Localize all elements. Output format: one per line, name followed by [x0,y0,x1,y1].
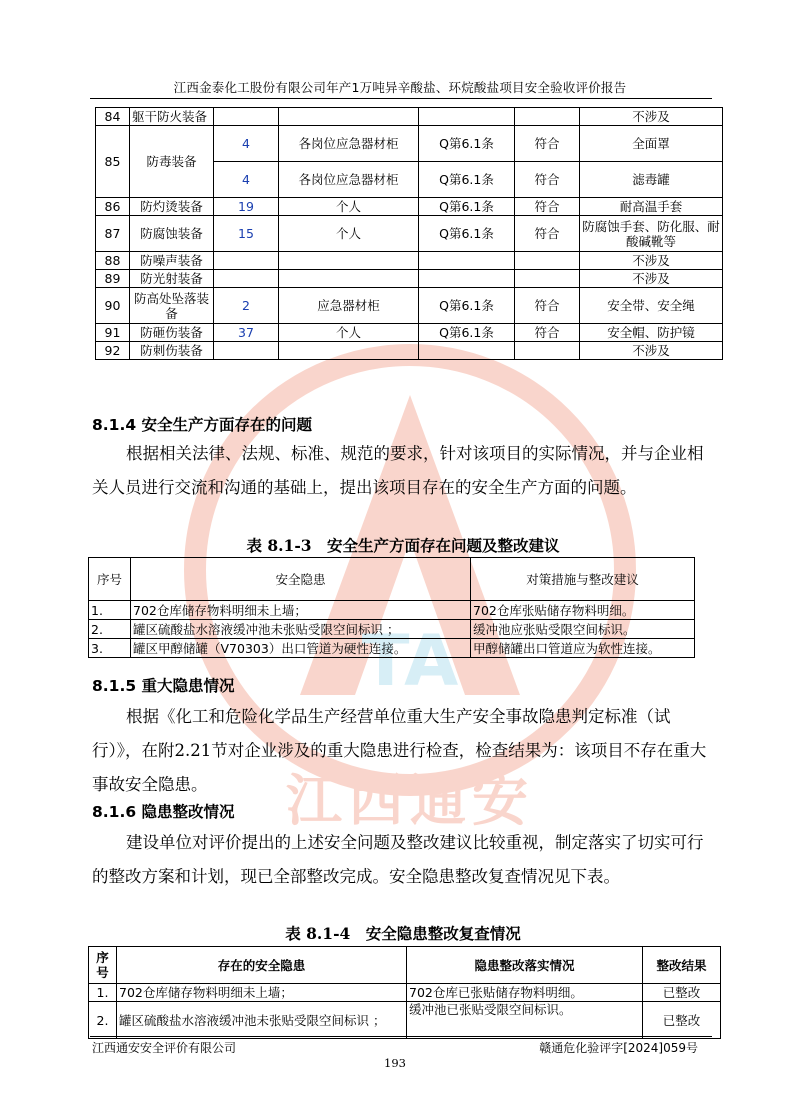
row-result: 已整改 [643,984,721,1002]
table-row [96,324,723,342]
table-row [96,288,723,324]
header-implementation: 隐患整改落实情况 [407,947,643,984]
equipment-basis: Q第6.1条 [419,198,515,216]
equipment-location: 个人 [279,324,419,342]
rectification-review-table [88,946,721,1039]
table-caption-8-1-3: 表 8.1-3 安全生产方面存在问题及整改建议 [246,536,560,555]
row-measure: 702仓库张贴储存物料明细。 [471,601,695,620]
equipment-remark: 耐高温手套 [580,198,723,216]
header-measures: 对策措施与整改建议 [471,558,695,601]
section-body-8-1-5: 根据《化工和危险化学品生产经营单位重大生产安全事故隐患判定标准（试行）》，在附2.21节对企业涉及的重大隐患进行检查，检查结果为：该项目不存在重大事故安全隐患。 [92,707,707,794]
equipment-remark: 防腐蚀手套、防化服、耐酸碱靴等 [580,216,723,252]
equipment-name: 防高处坠落装备 [130,288,214,324]
section-heading-8-1-4: 8.1.4 安全生产方面存在的问题 [92,416,313,434]
equipment-basis: Q第6.1条 [419,216,515,252]
equipment-quantity: 19 [214,198,279,216]
equipment-remark: 安全带、安全绳 [580,288,723,324]
row-hazard: 罐区硫酸盐水溶液缓冲池未张贴受限空间标识 ； [131,620,471,639]
equipment-location: 各岗位应急器材柜 [279,126,419,162]
equipment-name: 防灼烫装备 [130,198,214,216]
equipment-remark: 滤毒罐 [580,162,723,198]
equipment-quantity: 2 [214,288,279,324]
equipment-remark: 安全帽、防护镜 [580,324,723,342]
table-row [89,639,695,658]
equipment-quantity: 4 [214,126,279,162]
table-row [96,108,723,126]
section-body-8-1-4: 根据相关法律、法规、标准、规范的要求，针对该项目的实际情况，并与企业相关人员进行交流和沟通的基础上，提出该项目存在的安全生产方面的问题。 [92,444,704,497]
equipment-basis: Q第6.1条 [419,162,515,198]
row-number: 85 [96,126,130,198]
table-caption-8-1-4: 表 8.1-4 安全隐患整改复查情况 [285,924,521,943]
row-measure: 甲醇储罐出口管道应为软性连接。 [471,639,695,658]
row-number: 91 [96,324,130,342]
section-body-8-1-6: 建设单位对评价提出的上述安全问题及整改建议比较重视，制定落实了切实可行的整改方案和计划，现已全部整改完成。安全隐患整改复查情况见下表。 [92,833,704,886]
row-number: 89 [96,270,130,288]
equipment-name: 防毒装备 [130,126,214,198]
table-row [96,252,723,270]
equipment-quantity: 15 [214,216,279,252]
header-existing-hazard: 存在的安全隐患 [117,947,407,984]
table-row [96,342,723,360]
equipment-remark: 不涉及 [580,270,723,288]
footer-company: 江西通安安全评价有限公司 [92,1041,237,1055]
equipment-name: 防腐蚀装备 [130,216,214,252]
table-row [89,984,721,1002]
watermark-emblem-letters: TA [361,620,459,702]
equipment-name: 防砸伤装备 [130,324,214,342]
equipment-location: 个人 [279,216,419,252]
row-index: 3. [89,639,131,658]
report-header-title: 江西金泰化工股份有限公司年产1万吨异辛酸盐、环烷酸盐项目安全验收评价报告 [173,80,627,95]
equipment-basis: Q第6.1条 [419,324,515,342]
header-index: 序号 [89,558,131,601]
row-hazard: 罐区硫酸盐水溶液缓冲池未张贴受限空间标识 ； [117,1002,407,1039]
page-number: 193 [384,1056,406,1070]
row-measure: 缓冲池应张贴受限空间标识。 [471,620,695,639]
equipment-result: 符合 [515,324,580,342]
equipment-name: 防刺伤装备 [130,342,214,360]
row-implementation: 702仓库已张贴储存物料明细。 [407,984,643,1002]
equipment-remark: 全面罩 [580,126,723,162]
equipment-location: 应急器材柜 [279,288,419,324]
equipment-name: 防噪声装备 [130,252,214,270]
table-row [89,620,695,639]
row-hazard: 702仓库储存物料明细未上墙； [117,984,407,1002]
protective-equipment-table [95,107,723,360]
row-number: 87 [96,216,130,252]
table-row [96,270,723,288]
equipment-result: 符合 [515,198,580,216]
equipment-result: 符合 [515,288,580,324]
table-row [89,1002,721,1039]
footer-document-number: 赣通危化验评字[2024]059号 [539,1041,698,1055]
table-header-row [89,558,695,601]
row-number: 84 [96,108,130,126]
row-number: 86 [96,198,130,216]
table-row [96,198,723,216]
header-hazard: 安全隐患 [131,558,471,601]
equipment-remark: 不涉及 [580,252,723,270]
equipment-basis: Q第6.1条 [419,288,515,324]
table-row [96,126,723,162]
safety-issues-table [88,557,695,658]
watermark-center-text: 江西通安 [286,769,534,834]
row-number: 88 [96,252,130,270]
equipment-location: 各岗位应急器材柜 [279,162,419,198]
table-header-row [89,947,721,984]
header-index: 序号 [89,947,117,984]
equipment-result: 符合 [515,126,580,162]
footer-divider [90,1036,712,1037]
table-row [89,601,695,620]
header-result: 整改结果 [643,947,721,984]
row-index: 2. [89,1002,117,1039]
equipment-quantity: 4 [214,162,279,198]
equipment-name: 躯干防火装备 [130,108,214,126]
row-result: 已整改 [643,1002,721,1039]
row-implementation: 缓冲池已张贴受限空间标识。 [407,1002,643,1039]
row-hazard: 702仓库储存物料明细未上墙； [131,601,471,620]
row-number: 90 [96,288,130,324]
row-number: 92 [96,342,130,360]
row-hazard: 罐区甲醇储罐（V70303）出口管道为硬性连接。 [131,639,471,658]
section-heading-8-1-6: 8.1.6 隐患整改情况 [92,803,235,821]
equipment-name: 防光射装备 [130,270,214,288]
equipment-basis: Q第6.1条 [419,126,515,162]
equipment-remark: 不涉及 [580,108,723,126]
equipment-location: 个人 [279,198,419,216]
equipment-result: 符合 [515,216,580,252]
table-row [96,216,723,252]
header-divider [90,98,712,99]
row-index: 1. [89,984,117,1002]
equipment-quantity: 37 [214,324,279,342]
equipment-remark: 不涉及 [580,342,723,360]
section-heading-8-1-5: 8.1.5 重大隐患情况 [92,677,235,695]
equipment-result: 符合 [515,162,580,198]
row-index: 1. [89,601,131,620]
row-index: 2. [89,620,131,639]
